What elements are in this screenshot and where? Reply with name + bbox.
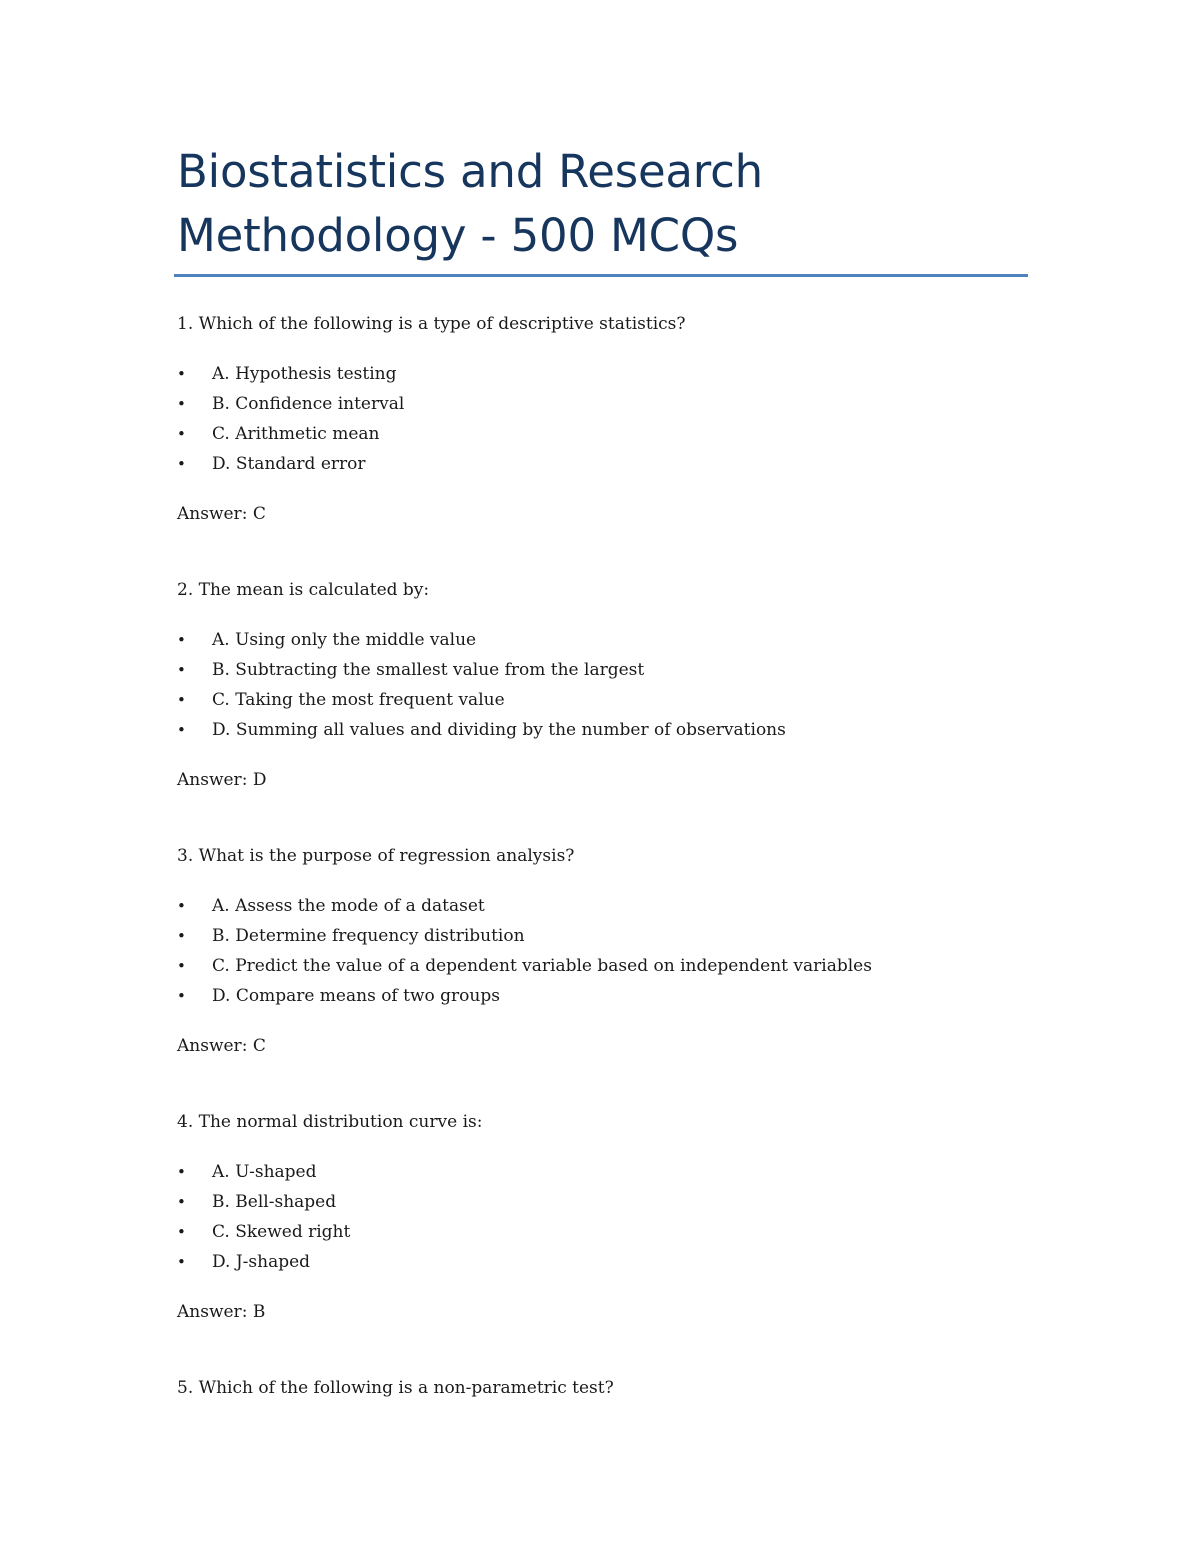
option-list [176, 891, 1028, 1011]
option-item [176, 625, 1028, 655]
option-text: D. J-shaped [212, 1252, 311, 1272]
bullet-icon: • [177, 365, 186, 383]
question-block [176, 841, 1028, 1061]
question-text: 4. The normal distribution curve is: [177, 1112, 483, 1132]
option-item [176, 891, 1028, 921]
option-list [176, 359, 1028, 479]
option-text: B. Subtracting the smallest value from the largest [212, 660, 645, 680]
bullet-icon: • [177, 987, 186, 1005]
option-item [176, 419, 1028, 449]
bullet-icon: • [177, 721, 186, 739]
title-underline [174, 274, 1028, 277]
option-text: D. Standard error [212, 454, 366, 474]
option-text: C. Predict the value of a dependent variable based on independent variables [212, 956, 872, 976]
document-page [176, 140, 1028, 1403]
option-text: C. Taking the most frequent value [212, 690, 505, 710]
bullet-icon: • [177, 691, 186, 709]
question-text: 3. What is the purpose of regression analysis? [177, 846, 575, 866]
bullet-icon: • [177, 1253, 186, 1271]
question-text: 1. Which of the following is a type of descriptive statistics? [177, 314, 686, 334]
option-item [176, 921, 1028, 951]
document-title: Biostatistics and Research Methodology - 500 MCQs [177, 145, 763, 262]
option-text: A. Hypothesis testing [212, 364, 397, 384]
answer-text: Answer: D [177, 770, 267, 790]
bullet-icon: • [177, 661, 186, 679]
bullet-icon: • [177, 897, 186, 915]
bullet-icon: • [177, 1193, 186, 1211]
option-list [176, 1157, 1028, 1277]
option-item [176, 359, 1028, 389]
option-list [176, 625, 1028, 745]
option-item [176, 1217, 1028, 1247]
question-block [176, 1373, 1028, 1403]
question-text: 2. The mean is calculated by: [177, 580, 430, 600]
question-block [176, 575, 1028, 795]
option-item [176, 655, 1028, 685]
bullet-icon: • [177, 455, 186, 473]
option-text: C. Arithmetic mean [212, 424, 380, 444]
option-text: B. Bell-shaped [212, 1192, 337, 1212]
question-list [176, 309, 1028, 1403]
option-text: A. Assess the mode of a dataset [212, 896, 485, 916]
option-item [176, 389, 1028, 419]
answer-text: Answer: C [177, 1036, 266, 1056]
bullet-icon: • [177, 927, 186, 945]
option-item [176, 981, 1028, 1011]
option-item [176, 685, 1028, 715]
answer-text: Answer: C [177, 504, 266, 524]
bullet-icon: • [177, 957, 186, 975]
bullet-icon: • [177, 425, 186, 443]
question-block [176, 309, 1028, 529]
bullet-icon: • [177, 1223, 186, 1241]
answer-text: Answer: B [177, 1302, 266, 1322]
option-item [176, 1157, 1028, 1187]
question-text: 5. Which of the following is a non-parametric test? [177, 1378, 614, 1398]
option-text: B. Confidence interval [212, 394, 405, 414]
option-item [176, 1187, 1028, 1217]
option-text: B. Determine frequency distribution [212, 926, 525, 946]
bullet-icon: • [177, 395, 186, 413]
option-item [176, 1247, 1028, 1277]
option-text: C. Skewed right [212, 1222, 351, 1242]
option-text: A. U-shaped [212, 1162, 317, 1182]
option-text: D. Compare means of two groups [212, 986, 500, 1006]
option-item [176, 715, 1028, 745]
option-item [176, 951, 1028, 981]
bullet-icon: • [177, 631, 186, 649]
option-item [176, 449, 1028, 479]
bullet-icon: • [177, 1163, 186, 1181]
option-text: D. Summing all values and dividing by the number of observations [212, 720, 786, 740]
option-text: A. Using only the middle value [212, 630, 477, 650]
question-block [176, 1107, 1028, 1327]
